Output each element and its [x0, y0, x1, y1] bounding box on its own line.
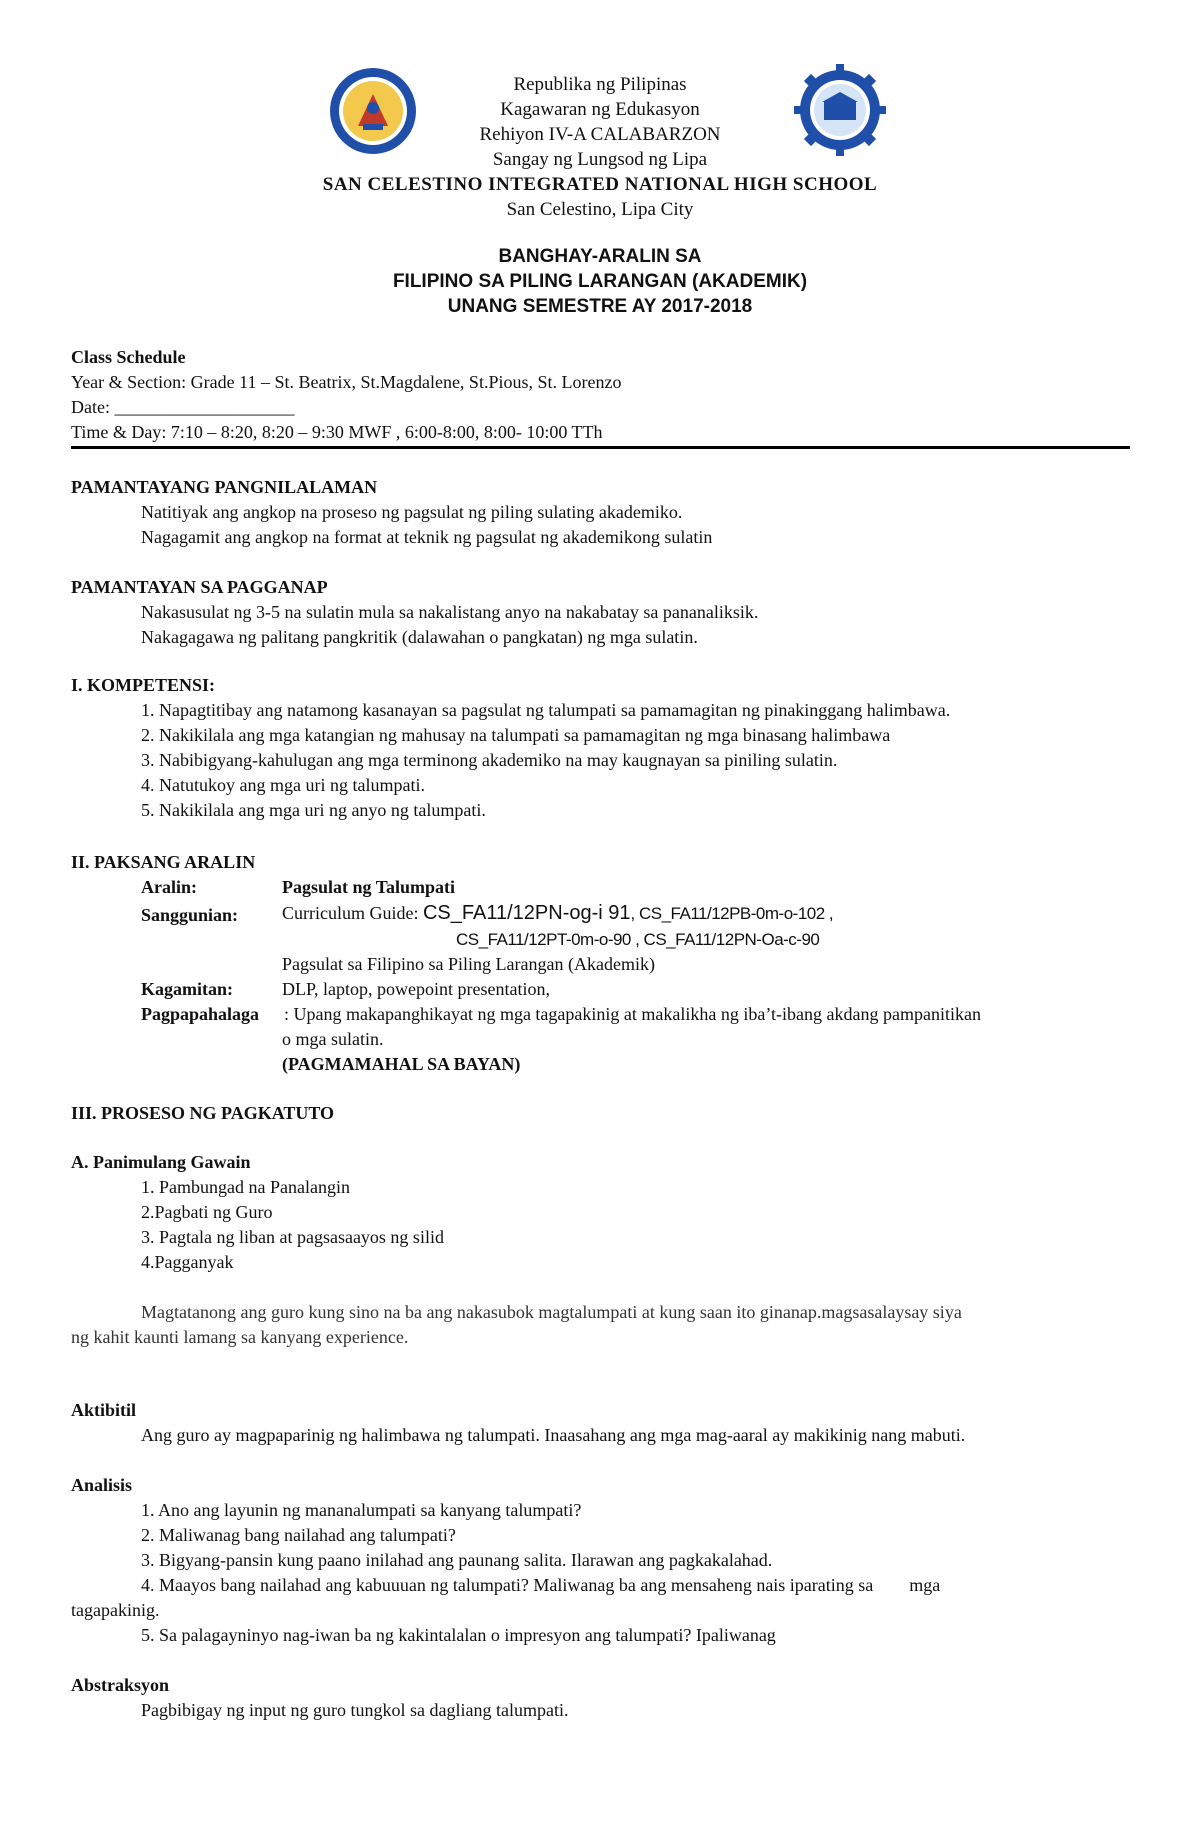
abstraksyon-heading: Abstraksyon: [71, 1675, 170, 1695]
section-pamantayan-sa-pagganap: PAMANTAYAN SA PAGGANAP: [71, 577, 328, 597]
kagamitan-value: DLP, laptop, powepoint presentation,: [282, 979, 550, 999]
list-item: 5. Sa palagayninyo nag-iwan ba ng kakintalalan o impresyon ang talumpati? Ipaliwanag: [141, 1625, 776, 1645]
header-rehiyon: Rehiyon IV-A CALABARZON: [479, 124, 721, 145]
list-item: Nakagagawa ng palitang pangkritik (dalawahan o pangkatan) ng mga sulatin.: [141, 627, 698, 647]
list-item: 4. Maayos bang nailahad ang kabuuuan ng talumpati? Maliwanag ba ang mensaheng nais iparating sa mga: [141, 1575, 941, 1595]
header-kagawaran: Kagawaran ng Edukasyon: [500, 99, 700, 120]
pagpapahalaga-value-3: (PAGMAMAHAL SA BAYAN): [282, 1054, 521, 1074]
header-republika: Republika ng Pilipinas: [513, 74, 687, 95]
header-school-name: SAN CELESTINO INTEGRATED NATIONAL HIGH SCHOOL: [322, 174, 878, 195]
aralin-value: Pagsulat ng Talumpati: [282, 877, 456, 897]
abstraksyon-text: Pagbibigay ng input ng guro tungkol sa dagliang talumpati.: [141, 1700, 569, 1720]
sanggunian-book: Pagsulat sa Filipino sa Piling Larangan (Akademik): [282, 954, 655, 974]
section-kompetensi: I. KOMPETENSI:: [71, 675, 216, 695]
sanggunian-value: [282, 901, 833, 926]
title-line3: UNANG SEMESTRE AY 2017-2018: [447, 296, 753, 317]
list-item: 4.Pagganyak: [141, 1252, 234, 1272]
pagpapahalaga-label: Pagpapahalaga: [141, 1004, 260, 1024]
sanggunian-label: Sanggunian:: [141, 905, 239, 925]
pagpapahalaga-value-1: : Upang makapanghikayat ng mga tagapakinig at makalikha ng iba’t-ibang akdang pampanitikan: [284, 1004, 981, 1024]
list-item: 3. Nabibigyang-kahulugan ang mga terminong akademiko na may kaugnayan sa piniling sulatin.: [141, 750, 838, 770]
aktibiti-text: Ang guro ay magpaparinig ng halimbawa ng talumpati. Inaasahang ang mga mag-aaral ay makikinig nang mabuti.: [141, 1425, 966, 1445]
pagganyak-paragraph-line1: Magtatanong ang guro kung sino na ba ang nakasubok magtalumpati at kung saan ito ginanap.magsasalaysay siya: [141, 1302, 962, 1322]
list-item-continuation: tagapakinig.: [71, 1600, 160, 1620]
schedule-heading: Class Schedule: [71, 347, 186, 367]
sanggunian-prefix: Curriculum Guide:: [282, 903, 423, 923]
header-address: San Celestino, Lipa City: [506, 199, 694, 220]
list-item: 3. Pagtala ng liban at pagsasaayos ng silid: [141, 1227, 444, 1247]
title-line2: FILIPINO SA PILING LARANGAN (AKADEMIK): [392, 271, 808, 292]
sanggunian-code-3: CS_FA11/12PT-0m-o-90 , CS_FA11/12PN-Oa-c-90: [456, 930, 820, 949]
horizontal-rule: [71, 446, 1130, 449]
list-item: 4. Natutukoy ang mga uri ng talumpati.: [141, 775, 425, 795]
pagpapahalaga-value-2: o mga sulatin.: [282, 1029, 384, 1049]
kagamitan-label: Kagamitan:: [141, 979, 233, 999]
section-proseso: III. PROSESO NG PAGKATUTO: [71, 1103, 335, 1123]
panimula-heading: A. Panimulang Gawain: [71, 1152, 251, 1172]
list-item: Nakasusulat ng 3-5 na sulatin mula sa nakalistang anyo na nakabatay sa pananaliksik.: [141, 602, 759, 622]
title-line1: BANGHAY-ARALIN SA: [498, 246, 702, 267]
list-item: 5. Nakikilala ang mga uri ng anyo ng talumpati.: [141, 800, 486, 820]
list-item: 3. Bigyang-pansin kung paano inilahad ang paunang salita. Ilarawan ang pagkakalahad.: [141, 1550, 773, 1570]
list-item: 1. Pambungad na Panalangin: [141, 1177, 350, 1197]
list-item: Natitiyak ang angkop na proseso ng pagsulat ng piling sulating akademiko.: [141, 502, 683, 522]
aktibiti-heading: Aktibitil: [71, 1400, 137, 1420]
aralin-label: Aralin:: [141, 877, 197, 897]
sanggunian-code-2: , CS_FA11/12PB-0m-o-102 ,: [630, 904, 834, 923]
list-item: 2.Pagbati ng Guro: [141, 1202, 273, 1222]
list-item: 1. Ano ang layunin ng mananalumpati sa kanyang talumpati?: [141, 1500, 582, 1520]
pagganyak-paragraph-line2: ng kahit kaunti lamang sa kanyang experience.: [71, 1327, 409, 1347]
list-item: 2. Nakikilala ang mga katangian ng mahusay na talumpati sa pamamagitan ng mga binasang halimbawa: [141, 725, 891, 745]
schedule-year-section: Year & Section: Grade 11 – St. Beatrix, St.Magdalene, St.Pious, St. Lorenzo: [71, 372, 622, 392]
schedule-time-day: Time & Day: 7:10 – 8:20, 8:20 – 9:30 MWF , 6:00-8:00, 8:00- 10:00 TTh: [71, 422, 603, 442]
section-pamantayang-pangnilalaman: PAMANTAYANG PANGNILALAMAN: [71, 477, 378, 497]
header-sangay: Sangay ng Lungsod ng Lipa: [492, 149, 708, 170]
list-item: 2. Maliwanag bang nailahad ang talumpati?: [141, 1525, 456, 1545]
section-paksang-aralin: II. PAKSANG ARALIN: [71, 852, 256, 872]
analisis-heading: Analisis: [71, 1475, 133, 1495]
sanggunian-code-1: CS_FA11/12PN-og-i 91: [422, 902, 631, 924]
schedule-date: Date: ____________________: [71, 397, 295, 417]
list-item: 1. Napagtitibay ang natamong kasanayan sa pagsulat ng talumpati sa pamamagitan ng pinakinggang halimbawa.: [141, 700, 951, 720]
list-item: Nagagamit ang angkop na format at teknik ng pagsulat ng akademikong sulatin: [141, 527, 713, 547]
